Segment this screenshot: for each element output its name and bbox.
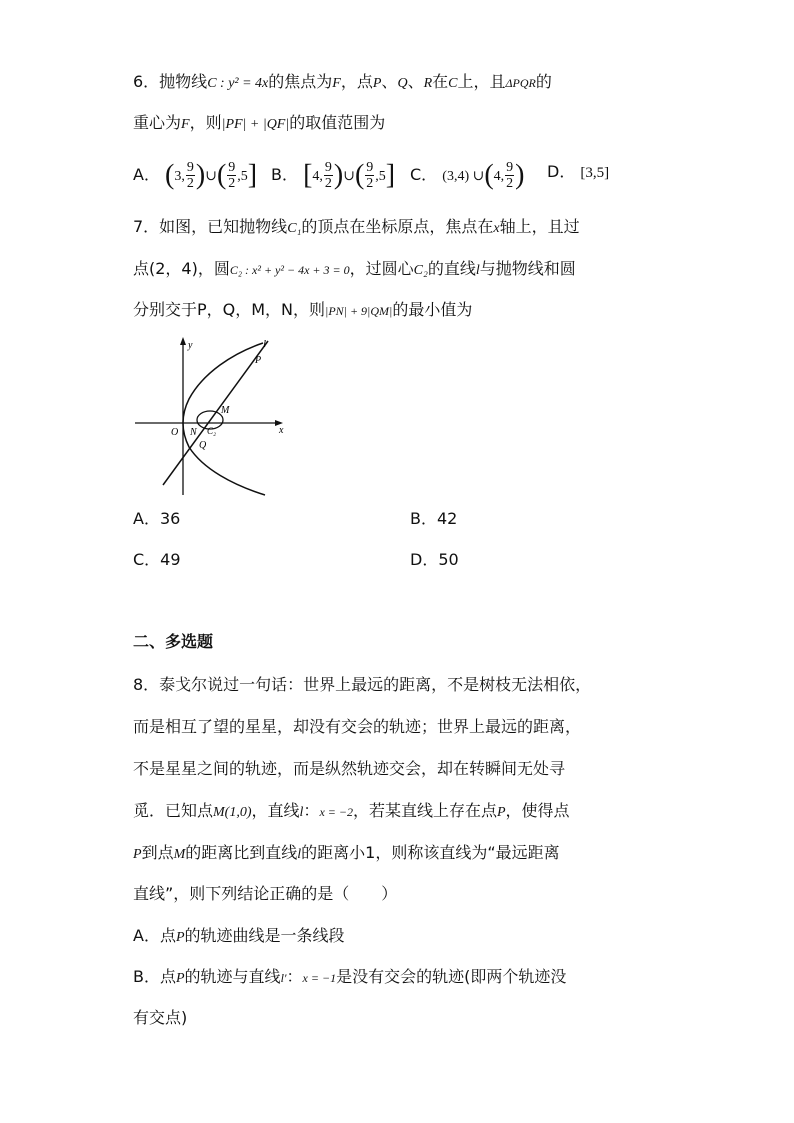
q7-text: ，过圆心 xyxy=(349,259,414,278)
denominator: 2 xyxy=(324,176,332,191)
q8-var-p: P xyxy=(175,971,185,986)
q7-var-c2: C₂ xyxy=(413,263,428,278)
q6-parabola-equation: C : y² = 4x xyxy=(207,76,269,91)
q7-var-l: l xyxy=(475,263,480,278)
paren-glyph: ) xyxy=(515,159,525,191)
fraction xyxy=(324,160,333,191)
q7-text: 的最小值为 xyxy=(392,300,473,319)
q7-option-c[interactable]: C．49 xyxy=(133,550,181,569)
q8-var-p: P xyxy=(133,847,142,862)
q8-line-4 xyxy=(133,799,570,825)
q8-text: ： xyxy=(303,801,320,820)
option-label: B． xyxy=(271,165,298,184)
denominator: 2 xyxy=(228,176,236,191)
q6-text: 在 xyxy=(432,72,449,91)
q8-var-p: P xyxy=(175,930,185,945)
q7-line-3 xyxy=(133,298,472,323)
fraction xyxy=(505,160,514,191)
denominator: 2 xyxy=(506,176,514,191)
label-n: N xyxy=(190,427,197,438)
option-text: A．点 xyxy=(133,926,176,945)
q8-line-5 xyxy=(133,841,560,867)
q8-point-m: M(1,0) xyxy=(213,805,252,820)
q6-option-c[interactable] xyxy=(410,160,525,191)
label-q: Q xyxy=(199,440,207,451)
section-title: 二、多选题 xyxy=(133,632,214,651)
option-text: [3,5] xyxy=(580,165,610,181)
q6-text: 重心为 xyxy=(133,113,182,132)
q8-text: 的距离比到直线 xyxy=(185,843,298,862)
q6-text: 、 xyxy=(407,72,424,91)
bracket-glyph: ] xyxy=(385,159,396,191)
option-text: 的轨迹与直线 xyxy=(184,967,281,986)
q7-circle-equation: C₂ : x² + y² − 4x + 3 = 0 xyxy=(229,263,350,277)
q8-option-b-cont: 有交点) xyxy=(133,1008,188,1027)
q6-text: 上，且 xyxy=(457,72,506,91)
q8-var-p: P xyxy=(496,805,506,820)
q8-var-m: M xyxy=(173,847,186,862)
option-text: 4, xyxy=(493,169,505,184)
q6-text: ，点 xyxy=(340,72,373,91)
denominator: 2 xyxy=(366,176,374,191)
q7-text: 的顶点在坐标原点，焦点在 xyxy=(301,217,494,236)
label-p: P xyxy=(255,355,262,366)
q7-line-2 xyxy=(133,257,576,283)
numerator: 9 xyxy=(366,160,374,175)
q6-text: 的取值范围为 xyxy=(289,113,386,132)
union-symbol: ∪ xyxy=(343,169,355,184)
label-l: l xyxy=(263,338,267,350)
q8-option-a[interactable] xyxy=(133,924,345,950)
q8-var-l: l xyxy=(297,847,302,862)
paren-glyph: ( xyxy=(354,159,365,191)
fraction xyxy=(186,160,195,191)
q6-var-q: Q xyxy=(397,76,408,91)
q8-text: ，使得点 xyxy=(505,801,570,820)
parabola-curve xyxy=(183,343,265,495)
fraction xyxy=(227,160,236,191)
paren-glyph: ( xyxy=(484,159,494,191)
q6-var-c: C xyxy=(448,76,458,91)
q7-text: 分别交于P，Q，M，N，则 xyxy=(133,300,326,319)
q7-option-a[interactable]: A．36 xyxy=(133,509,181,528)
line-l xyxy=(163,341,268,485)
q8-var-l: l xyxy=(299,805,304,820)
option-text: 的轨迹曲线是一条线段 xyxy=(184,926,345,945)
q6-option-b[interactable] xyxy=(271,160,395,191)
q6-text: 的 xyxy=(535,72,552,91)
q6-text: 的焦点为 xyxy=(268,72,333,91)
denominator: 2 xyxy=(186,176,194,191)
q7-option-b[interactable]: B．42 xyxy=(410,509,458,528)
fraction xyxy=(365,160,374,191)
q7-figure xyxy=(133,335,293,497)
option-text: 4, xyxy=(312,169,323,184)
label-y: y xyxy=(188,340,193,351)
q6-text: ，则 xyxy=(189,113,222,132)
y-axis-arrow-icon xyxy=(180,337,186,345)
bracket-glyph: [ xyxy=(303,159,313,191)
q7-expression: |PN| + 9|QM| xyxy=(325,304,393,318)
q7-line-1 xyxy=(133,215,580,241)
q6-line-1 xyxy=(133,70,552,96)
q7-option-d[interactable]: D．50 xyxy=(410,550,459,569)
q6-expression: |PF| + |QF| xyxy=(221,117,290,132)
q8-var-l-prime: l′ xyxy=(280,971,287,985)
q7-text: 的直线 xyxy=(427,259,476,278)
q8-line-equation: x = −2 xyxy=(319,805,353,819)
q7-text: 7．如图，已知抛物线 xyxy=(133,217,288,236)
q7-var-c1: C₁ xyxy=(287,221,302,236)
q6-var-f: F xyxy=(181,117,190,132)
label-m: M xyxy=(221,405,230,416)
numerator: 9 xyxy=(228,160,236,175)
q8-text: 的距离小1，则称该直线为“最远距离 xyxy=(301,843,560,862)
q8-text: ，直线 xyxy=(251,801,300,820)
option-text: ,5 xyxy=(237,169,248,184)
q6-line-2 xyxy=(133,111,385,137)
paren-glyph: ( xyxy=(216,159,227,191)
q8-line-2: 而是相互了望的星星，却没有交会的轨迹；世界上最远的距离， xyxy=(133,717,582,736)
q6-triangle: ΔPQR xyxy=(505,76,536,90)
numerator: 9 xyxy=(324,160,332,175)
option-text: 是没有交会的轨迹(即两个轨迹没 xyxy=(336,967,567,986)
q6-text: 6．抛物线 xyxy=(133,72,208,91)
q6-var-f: F xyxy=(332,76,341,91)
q7-text: 轴上，且过 xyxy=(499,217,580,236)
label-c2: C₂ xyxy=(207,426,217,436)
union-symbol: ∪ xyxy=(205,169,217,184)
option-text: 3, xyxy=(174,169,185,184)
numerator: 9 xyxy=(186,160,194,175)
q6-var-p: P xyxy=(372,76,382,91)
q8-text: 到点 xyxy=(141,843,174,862)
option-label: D． xyxy=(547,162,576,181)
paren-glyph: ) xyxy=(195,159,206,191)
option-text: ,5 xyxy=(375,169,386,184)
q8-text: 觅．已知点 xyxy=(133,801,214,820)
q8-option-b[interactable] xyxy=(133,965,566,991)
bracket-glyph: ] xyxy=(247,159,258,191)
q7-var-x: x xyxy=(493,221,500,236)
option-label: A． xyxy=(133,165,160,184)
q7-text: 点(2，4)，圆 xyxy=(133,259,230,278)
option-label: C． xyxy=(410,165,438,184)
label-x: x xyxy=(279,425,284,436)
option-text: ： xyxy=(286,967,303,986)
q6-option-a[interactable] xyxy=(133,160,257,191)
paren-glyph: ) xyxy=(333,159,344,191)
option-text: B．点 xyxy=(133,967,176,986)
paren-glyph: ( xyxy=(165,159,175,191)
label-o: O xyxy=(171,427,179,438)
q8-line-1: 8．泰戈尔说过一句话：世界上最远的距离，不是树枝无法相依， xyxy=(133,675,592,694)
numerator: 9 xyxy=(506,160,514,175)
q7-text: 与抛物线和圆 xyxy=(479,259,576,278)
option-text: (3,4) ∪ xyxy=(442,169,485,184)
q6-text: 、 xyxy=(381,72,398,91)
q8-line-6: 直线”，则下列结论正确的是（ ） xyxy=(133,884,398,903)
q8-text: ，若某直线上存在点 xyxy=(352,801,497,820)
q6-var-r: R xyxy=(423,76,433,91)
q8-line-3: 不是星星之间的轨迹，而是纵然轨迹交会，却在转瞬间无处寻 xyxy=(133,759,566,778)
q6-option-d[interactable] xyxy=(547,160,609,185)
q8-line-equation: x = −1 xyxy=(302,971,337,985)
